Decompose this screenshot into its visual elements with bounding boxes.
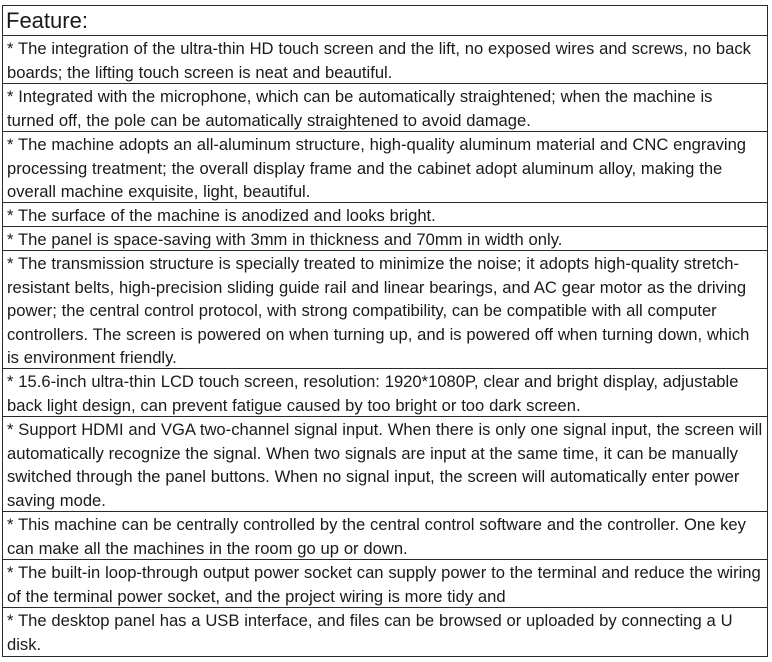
feature-row-integration: * The integration of the ultra-thin HD touch screen and the lift, no exposed wires and screws, no back boards; the lifting touch screen is neat and beautiful. — [3, 36, 767, 84]
feature-row-panel-size: * The panel is space-saving with 3mm in thickness and 70mm in width only. — [3, 227, 767, 251]
feature-row-transmission: * The transmission structure is specially treated to minimize the noise; it adopts high-quality stretch-resistant belts, high-precision sliding guide rail and linear bearings, and AC gear motor as the driving power; the central control protocol, with strong compatibility, can be compatible with all computer controllers. The screen is powered on when turning up, and is powered off when turning down, which is environment friendly. — [3, 251, 767, 369]
feature-row-aluminum: * The machine adopts an all-aluminum structure, high-quality aluminum material and CNC engraving processing treatment; the overall display frame and the cabinet adopt aluminum alloy, making the overall machine exquisite, light, beautiful. — [3, 132, 767, 203]
feature-row-lcd-screen: * 15.6-inch ultra-thin LCD touch screen, resolution: 1920*1080P, clear and bright display, adjustable back light design, can prevent fatigue caused by too bright or too dark screen. — [3, 369, 767, 417]
feature-table — [2, 5, 768, 657]
feature-row-power-socket: * The built-in loop-through output power socket can supply power to the terminal and reduce the wiring of the terminal power socket, and the project wiring is more tidy and — [3, 560, 767, 608]
feature-row-signal-input: * Support HDMI and VGA two-channel signal input. When there is only one signal input, the screen will automatically recognize the signal. When two signals are input at the same time, it can be manually switched through the panel buttons. When no signal input, the screen will automatically enter power saving mode. — [3, 417, 767, 512]
feature-row-anodized: * The surface of the machine is anodized and looks bright. — [3, 203, 767, 227]
table-title: Feature: — [3, 6, 767, 36]
feature-row-usb: * The desktop panel has a USB interface, and files can be browsed or uploaded by connecting a U disk. — [3, 608, 767, 657]
feature-row-central-control: * This machine can be centrally controlled by the central control software and the controller. One key can make all the machines in the room go up or down. — [3, 512, 767, 560]
feature-row-microphone: * Integrated with the microphone, which can be automatically straightened; when the machine is turned off, the pole can be automatically straightened to avoid damage. — [3, 84, 767, 132]
